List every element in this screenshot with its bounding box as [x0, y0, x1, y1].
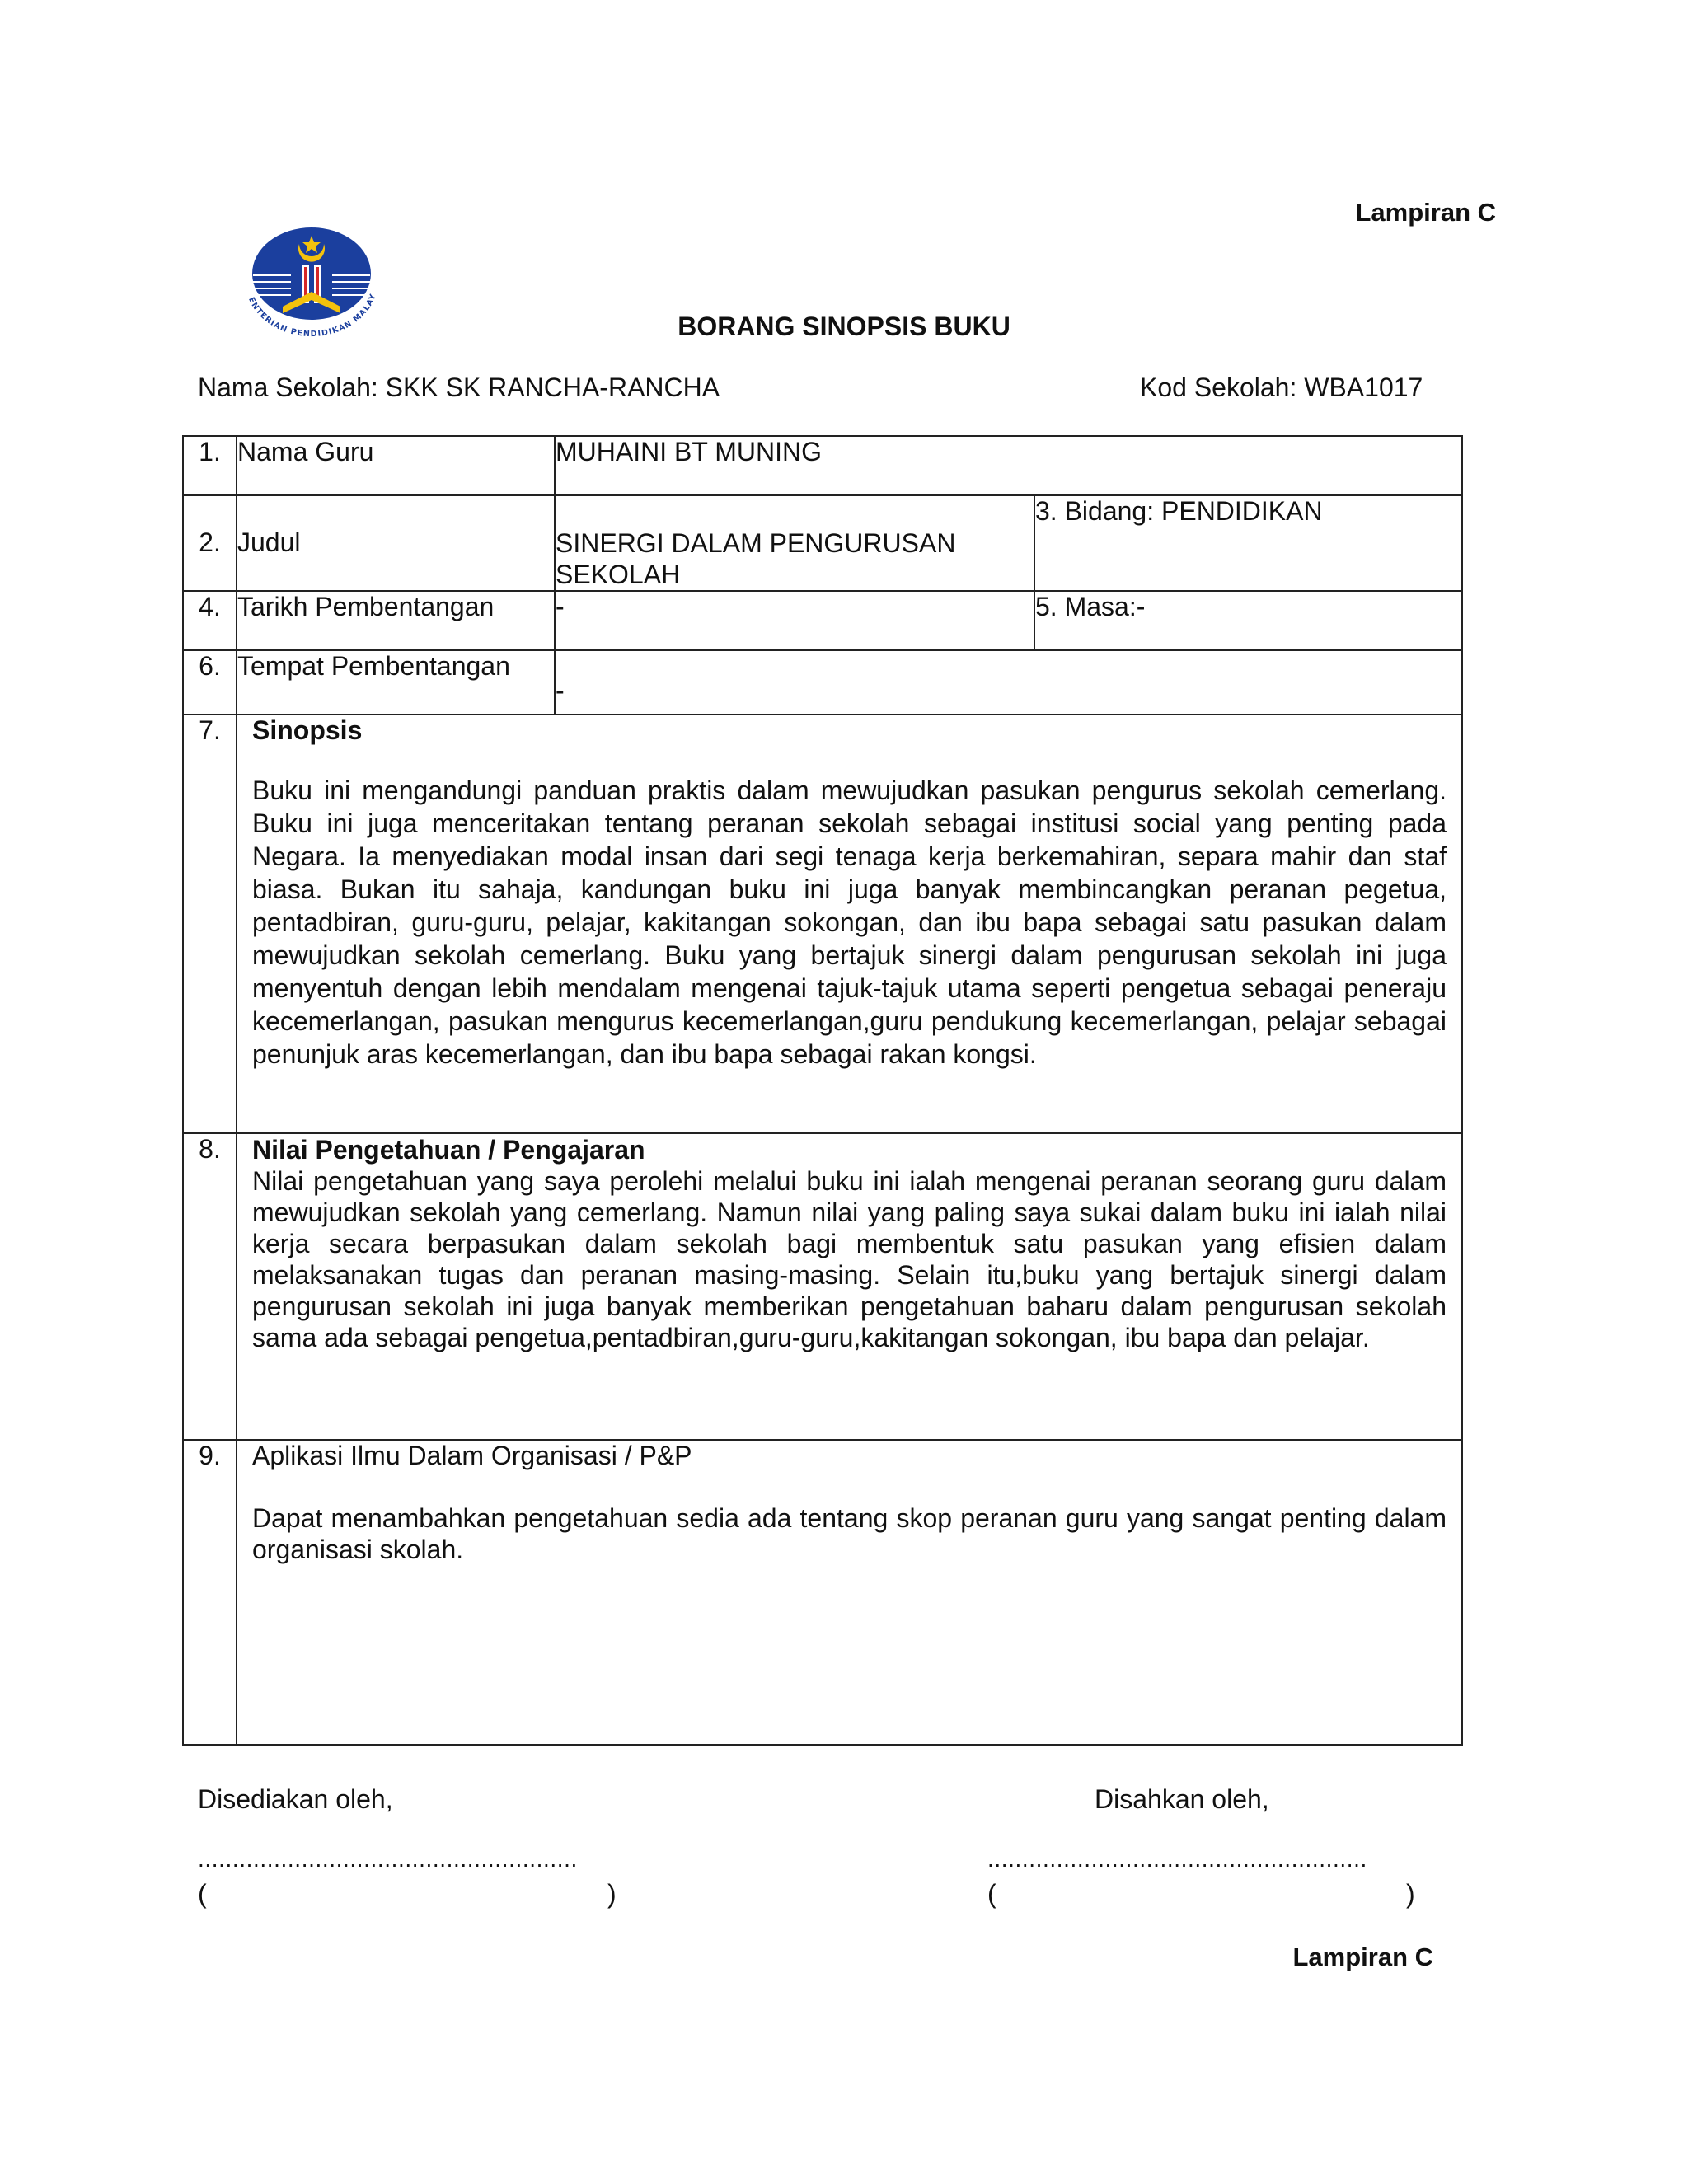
value-judul: SINERGI DALAM PENGURUSAN SEKOLAH [555, 495, 1034, 591]
synopsis-text: Buku ini mengandungi panduan praktis dalam mewujudkan pasukan pengurus sekolah cemerlang. Buku ini juga menceritakan tentang peranan sekolah sebagai institusi social yang penting pada Negara. Ia menyediakan modal insan dari segi tenaga kerja berkemahiran, separa mahir dan staf biasa. Bukan itu sahaja, kandungan buku ini juga banyak membincangkan peranan pegetua, pentadbiran, guru-guru, pelajar, kakitangan sokongan, dan ibu bapa sebagai satu pasukan dalam mewujudkan sekolah cemerlang. Buku yang bertajuk sinergi dalam pengurusan sekolah ini juga menyentuh dengan lebih mendalam mengenai tajuk-tajuk utama seperti pengetua sebagai peneraju kecemerlangan, pasukan mengurus kecemerlangan,guru pendukung kecemerlangan, pelajar sebagai penunjuk aras kecemerlangan, dan ibu bapa sebagai rakan kongsi. [252, 776, 1447, 1069]
label-tarikh: Tarikh Pembentangan [237, 591, 555, 650]
bidang-field: 3. Bidang: PENDIDIKAN [1034, 495, 1462, 591]
row-number: 1. [183, 436, 237, 495]
value-nama-guru: MUHAINI BT MUNING [555, 436, 1462, 495]
table-row [183, 1133, 1462, 1440]
nilai-text: Nilai pengetahuan yang saya perolehi melalui buku ini ialah mengenai peranan seorang guru dalam mewujudkan sekolah yang cemerlang. Namun nilai yang paling saya sukai dalam buku ini ialah nilai kerja secara berpasukan dalam sekolah bagi membentuk satu pasukan yang efisien dalam melaksanakan tugas dan peranan masing-masing. Selain itu,buku yang bertajuk sinergi dalam pengurusan sekolah ini juga banyak memberikan pengetahuan baharu dalam pengurusan sekolah sama ada sebagai pengetua,pentadbiran,guru-guru,kakitangan sokongan, ibu bapa dan pelajar. [252, 1166, 1447, 1352]
name-open-paren-right: ( [987, 1879, 996, 1909]
label-tempat: Tempat Pembentangan [237, 650, 555, 715]
masa-field: 5. Masa:- [1034, 591, 1462, 650]
signature-line-left: ....................................................... [198, 1846, 578, 1872]
lampiran-label-top: Lampiran C [1355, 198, 1496, 227]
logo-ring-text: ENTERIAN PENDIDIKAN MALAY [246, 292, 378, 340]
name-close-paren-right: ) [1406, 1879, 1415, 1909]
row-number: 6. [183, 650, 237, 715]
table-row [183, 715, 1462, 1133]
row-number: 9. [183, 1440, 237, 1745]
label-nama-guru: Nama Guru [237, 436, 555, 495]
value-tempat: - [555, 650, 1462, 715]
row-number: 7. [183, 715, 237, 1133]
school-code: Kod Sekolah: WBA1017 [1140, 373, 1423, 402]
label-judul: Judul [237, 495, 555, 591]
aplikasi-text: Dapat menambahkan pengetahuan sedia ada tentang skop peranan guru yang sangat penting dalam organisasi skolah. [252, 1503, 1447, 1564]
approved-by-label: Disahkan oleh, [1095, 1784, 1269, 1814]
value-tarikh: - [555, 591, 1034, 650]
table-row [183, 591, 1462, 650]
table-row [183, 495, 1462, 591]
form-title: BORANG SINOPSIS BUKU [678, 312, 1010, 341]
label-aplikasi: Aplikasi Ilmu Dalam Organisasi / P&P [252, 1441, 692, 1470]
row-number: 4. [183, 591, 237, 650]
row-number: 2. [183, 495, 237, 591]
lampiran-label-bottom: Lampiran C [1292, 1943, 1433, 1971]
synopsis-form-table [182, 435, 1463, 1746]
table-row [183, 436, 1462, 495]
row-number: 8. [183, 1133, 237, 1440]
name-open-paren-left: ( [198, 1879, 207, 1909]
label-nilai: Nilai Pengetahuan / Pengajaran [252, 1135, 645, 1165]
signature-line-right: ....................................................... [987, 1846, 1367, 1872]
prepared-by-label: Disediakan oleh, [198, 1784, 393, 1814]
label-sinopsis: Sinopsis [252, 715, 363, 745]
table-row [183, 1440, 1462, 1745]
name-close-paren-left: ) [607, 1879, 617, 1909]
school-name: Nama Sekolah: SKK SK RANCHA-RANCHA [198, 373, 720, 402]
table-row [183, 650, 1462, 715]
